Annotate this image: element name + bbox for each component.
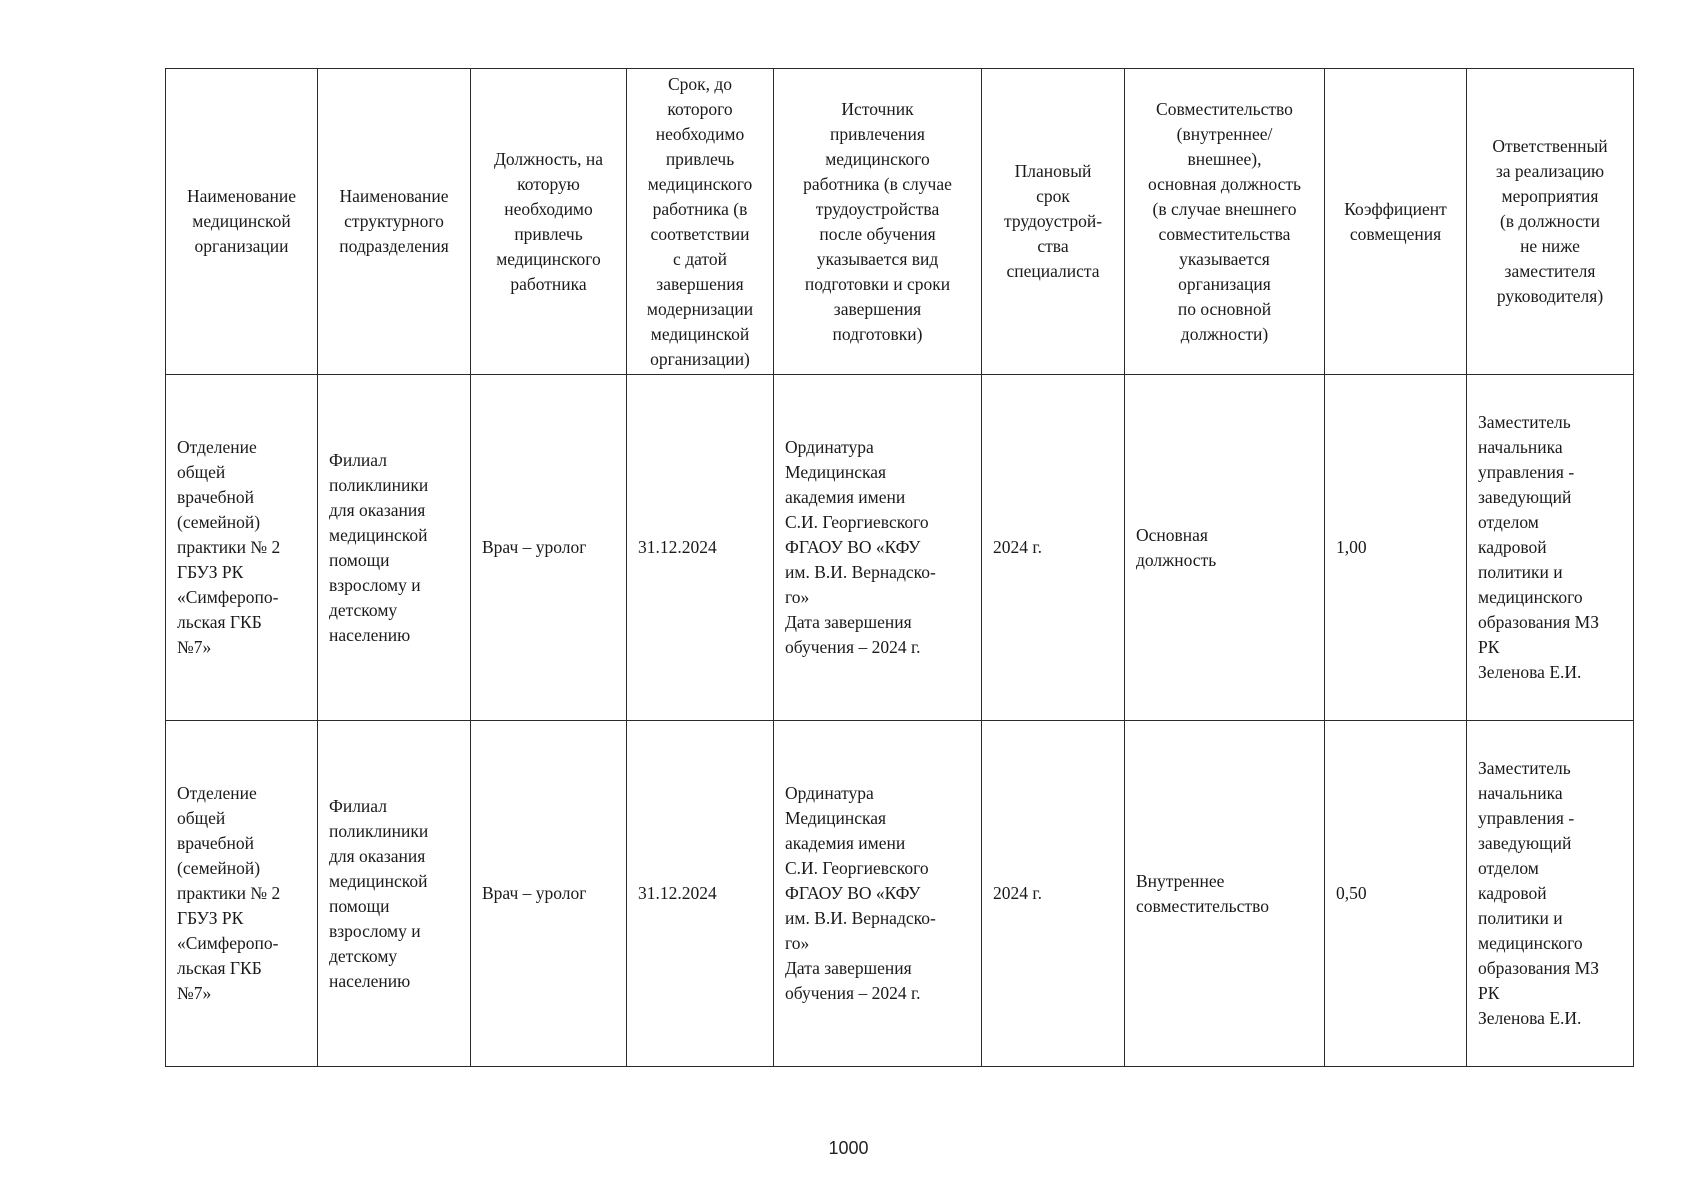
cell-planned-date: 2024 г.	[982, 375, 1125, 721]
header-cell-position: Должность, на которую необходимо привлечь медицинского работника	[471, 69, 627, 375]
cell-combination: Основная должность	[1125, 375, 1325, 721]
cell-planned-date: 2024 г.	[982, 721, 1125, 1067]
header-row	[166, 69, 1634, 375]
cell-coefficient: 0,50	[1325, 721, 1467, 1067]
staffing-plan-table	[165, 68, 1634, 1067]
table-row	[166, 375, 1634, 721]
page-number: 1000	[828, 1138, 869, 1158]
cell-combination: Внутреннее совместительство	[1125, 721, 1325, 1067]
cell-organization: Отделение общей врачебной (семейной) практики № 2 ГБУЗ РК «Симферопо- льская ГКБ №7»	[166, 375, 318, 721]
cell-position: Врач – уролог	[471, 721, 627, 1067]
cell-responsible: Заместитель начальника управления - заведующий отделом кадровой политики и медицинского образования МЗ РК Зеленова Е.И.	[1467, 375, 1634, 721]
header-cell-organization: Наименование медицинской организации	[166, 69, 318, 375]
cell-deadline: 31.12.2024	[627, 375, 774, 721]
cell-responsible: Заместитель начальника управления - заведующий отделом кадровой политики и медицинского образования МЗ РК Зеленова Е.И.	[1467, 721, 1634, 1067]
cell-subdivision: Филиал поликлиники для оказания медицинской помощи взрослому и детскому населению	[318, 721, 471, 1067]
cell-source: Ординатура Медицинская академия имени С.И. Георгиевского ФГАОУ ВО «КФУ им. В.И. Вернадско- го» Дата завершения обучения – 2024 г.	[774, 721, 982, 1067]
header-cell-subdivision: Наименование структурного подразделения	[318, 69, 471, 375]
cell-organization: Отделение общей врачебной (семейной) практики № 2 ГБУЗ РК «Симферопо- льская ГКБ №7»	[166, 721, 318, 1067]
header-cell-planned-date: Плановый срок трудоустрой- ства специалиста	[982, 69, 1125, 375]
header-cell-combination: Совместительство (внутреннее/ внешнее), основная должность (в случае внешнего совместительства указывается организация по основной должности)	[1125, 69, 1325, 375]
header-cell-coefficient: Коэффициент совмещения	[1325, 69, 1467, 375]
table-row	[166, 721, 1634, 1067]
cell-position: Врач – уролог	[471, 375, 627, 721]
cell-subdivision: Филиал поликлиники для оказания медицинской помощи взрослому и детскому населению	[318, 375, 471, 721]
cell-source: Ординатура Медицинская академия имени С.И. Георгиевского ФГАОУ ВО «КФУ им. В.И. Вернадско- го» Дата завершения обучения – 2024 г.	[774, 375, 982, 721]
header-cell-deadline: Срок, до которого необходимо привлечь медицинского работника (в соответствии с датой завершения модернизации медицинской организации)	[627, 69, 774, 375]
cell-coefficient: 1,00	[1325, 375, 1467, 721]
cell-deadline: 31.12.2024	[627, 721, 774, 1067]
header-cell-responsible: Ответственный за реализацию мероприятия (в должности не ниже заместителя руководителя)	[1467, 69, 1634, 375]
header-cell-source: Источник привлечения медицинского работника (в случае трудоустройства после обучения указывается вид подготовки и сроки завершения подготовки)	[774, 69, 982, 375]
